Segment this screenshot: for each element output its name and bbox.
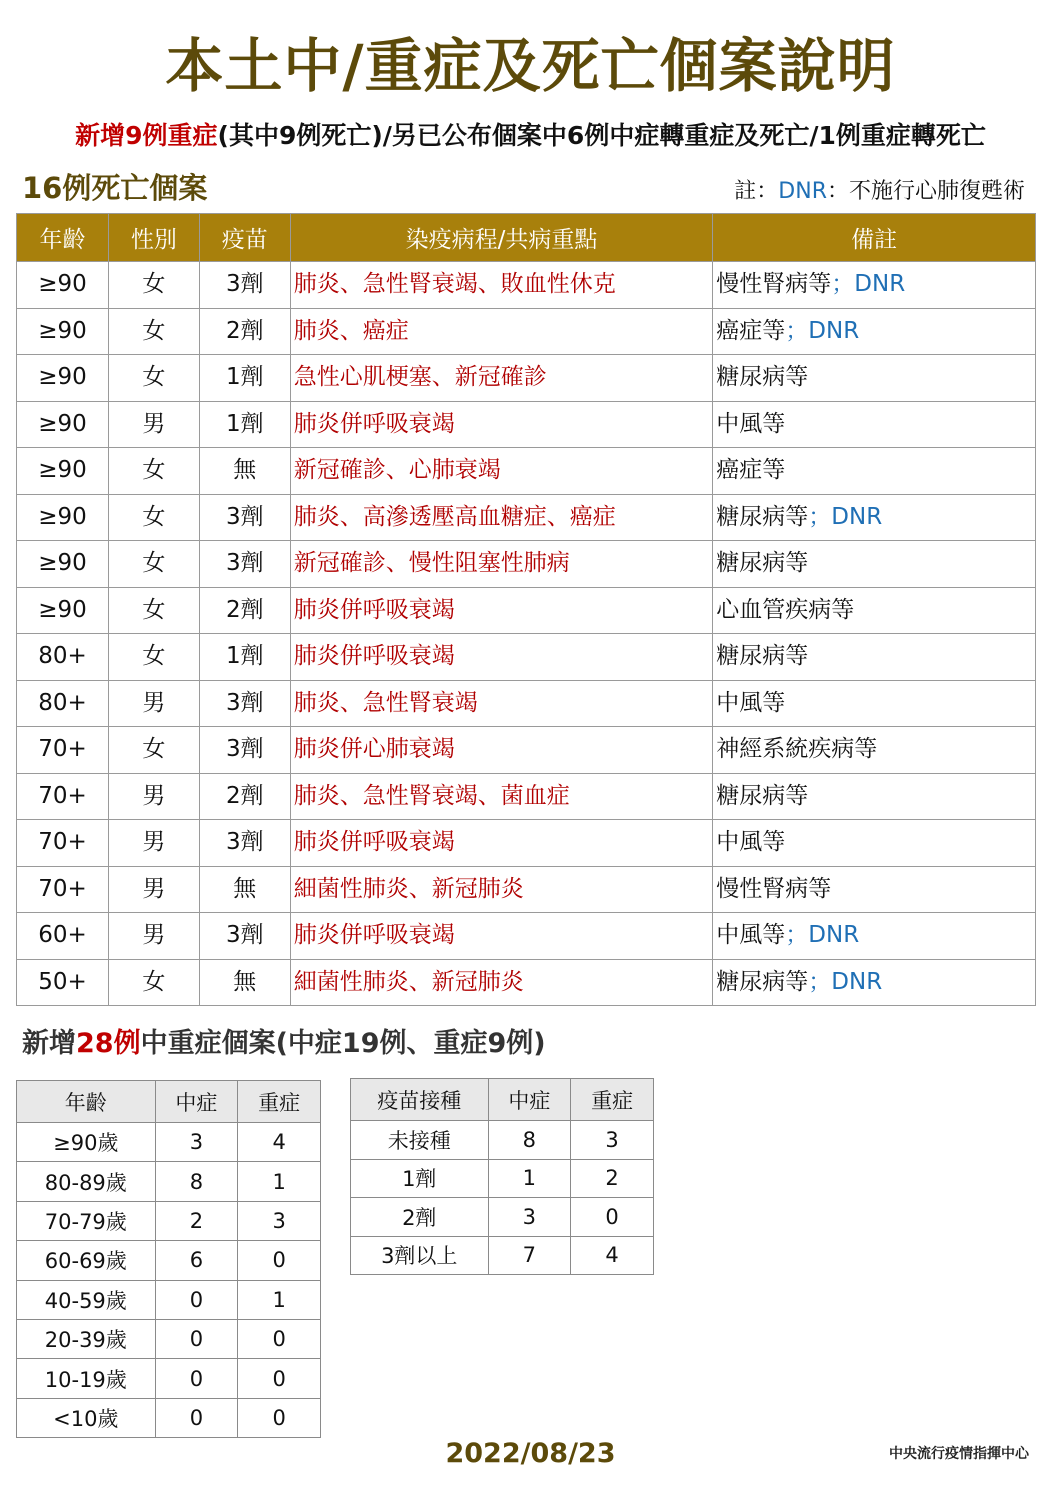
age-cell: 80+ [17, 634, 109, 681]
remark-text: 癌症等 [716, 457, 786, 484]
age-cell: ≥90 [17, 308, 109, 355]
dnr-mark: ；DNR [808, 503, 883, 530]
table-row [351, 1159, 654, 1198]
table-row [17, 959, 1036, 1006]
vaccine-cell: 3劑 [199, 680, 290, 727]
death-table-body [17, 262, 1036, 1006]
dnr-mark: ；DNR [785, 922, 860, 949]
header-age: 年齡 [17, 214, 109, 262]
table-row [17, 1280, 321, 1319]
sex-cell: 女 [108, 494, 199, 541]
vaccine-table-body [351, 1121, 654, 1275]
dnr-mark: ；DNR [785, 317, 860, 344]
death-section-title: 16例死亡個案 [22, 171, 208, 205]
course-cell: 肺炎併呼吸衰竭 [290, 587, 713, 634]
remark-cell [713, 634, 1036, 681]
course-cell: 細菌性肺炎、新冠肺炎 [290, 959, 713, 1006]
vaccine-cell: 無 [199, 959, 290, 1006]
age-cell: 70+ [17, 866, 109, 913]
vac-moderate-cell: 7 [488, 1236, 571, 1275]
vaccine-cell: 3劑 [199, 262, 290, 309]
sex-cell: 男 [108, 820, 199, 867]
remark-cell [713, 262, 1036, 309]
age-severe-cell: 1 [238, 1280, 321, 1319]
header-course: 染疫病程/共病重點 [290, 214, 713, 262]
remark-text: 神經系統疾病等 [716, 736, 878, 763]
age-table [16, 1080, 321, 1438]
table-row [17, 262, 1036, 309]
age-header-moderate: 中症 [155, 1081, 238, 1123]
table-row [17, 1241, 321, 1280]
remark-cell [713, 308, 1036, 355]
age-cell: ≥90 [17, 448, 109, 495]
vaccine-cell: 3劑 [199, 913, 290, 960]
remark-cell [713, 494, 1036, 541]
vac-severe-cell: 0 [571, 1198, 654, 1237]
remark-cell [713, 820, 1036, 867]
sex-cell: 女 [108, 448, 199, 495]
remark-cell [713, 866, 1036, 913]
vaccine-cell: 2劑 [199, 587, 290, 634]
vac-header-severe: 重症 [571, 1079, 654, 1121]
remark-text: 中風等 [716, 410, 786, 437]
remark-cell [713, 541, 1036, 588]
sex-cell: 女 [108, 308, 199, 355]
subtitle-highlight: 新增9例重症 [75, 121, 218, 150]
age-severe-cell: 0 [238, 1359, 321, 1398]
course-cell: 肺炎併呼吸衰竭 [290, 634, 713, 681]
remark-text: 糖尿病等 [716, 643, 809, 670]
vac-severe-cell: 2 [571, 1159, 654, 1198]
remark-text: 中風等 [716, 829, 786, 856]
table-row [17, 1319, 321, 1358]
vaccine-cell: 3劑 [199, 727, 290, 774]
sex-cell: 女 [108, 262, 199, 309]
vac-header-moderate: 中症 [488, 1079, 571, 1121]
remark-text: 癌症等 [716, 317, 786, 344]
table-row [17, 820, 1036, 867]
remark-text: 糖尿病等 [716, 550, 809, 577]
vaccine-cell: 3劑 [199, 541, 290, 588]
sex-cell: 女 [108, 634, 199, 681]
sex-cell: 男 [108, 866, 199, 913]
table-row [17, 494, 1036, 541]
vac-label-cell: 1劑 [351, 1159, 489, 1198]
table-row [351, 1121, 654, 1160]
age-label-cell: 70-79歲 [17, 1201, 156, 1240]
age-header-severe: 重症 [238, 1081, 321, 1123]
subtitle [0, 116, 1061, 156]
table-row [17, 913, 1036, 960]
vac-header-vaccine: 疫苗接種 [351, 1079, 489, 1121]
age-cell: 70+ [17, 727, 109, 774]
vaccine-cell: 無 [199, 866, 290, 913]
remark-text: 中風等 [716, 689, 786, 716]
sex-cell: 女 [108, 541, 199, 588]
remark-cell [713, 587, 1036, 634]
vac-severe-cell: 4 [571, 1236, 654, 1275]
age-severe-cell: 0 [238, 1241, 321, 1280]
remark-text: 中風等 [716, 922, 786, 949]
age-severe-cell: 1 [238, 1162, 321, 1201]
age-cell: ≥90 [17, 401, 109, 448]
table-row [17, 541, 1036, 588]
dnr-mark: ；DNR [808, 968, 883, 995]
course-cell: 新冠確診、慢性阻塞性肺病 [290, 541, 713, 588]
course-cell: 肺炎、高滲透壓高血糖症、癌症 [290, 494, 713, 541]
course-cell: 肺炎、急性腎衰竭 [290, 680, 713, 727]
table-row [17, 587, 1036, 634]
vaccine-cell: 2劑 [199, 773, 290, 820]
remark-text: 慢性腎病等 [716, 271, 832, 298]
remark-cell [713, 773, 1036, 820]
age-severe-cell: 0 [238, 1398, 321, 1437]
table-row [351, 1198, 654, 1237]
vaccine-table [350, 1078, 654, 1275]
table-row [351, 1236, 654, 1275]
age-cell: 80+ [17, 680, 109, 727]
table-row [17, 401, 1036, 448]
note-dnr: DNR [778, 179, 827, 204]
vaccine-cell: 無 [199, 448, 290, 495]
table-row [17, 308, 1036, 355]
remark-text: 糖尿病等 [716, 782, 809, 809]
age-label-cell: 10-19歲 [17, 1359, 156, 1398]
remark-text: 糖尿病等 [716, 364, 809, 391]
age-cell: ≥90 [17, 355, 109, 402]
age-moderate-cell: 0 [155, 1398, 238, 1437]
age-severe-cell: 0 [238, 1319, 321, 1358]
sex-cell: 男 [108, 773, 199, 820]
header-remark: 備註 [713, 214, 1036, 262]
table-row [17, 634, 1036, 681]
table-row [17, 866, 1036, 913]
vac-moderate-cell: 3 [488, 1198, 571, 1237]
age-cell: 70+ [17, 773, 109, 820]
sex-cell: 男 [108, 913, 199, 960]
dnr-mark: ；DNR [831, 271, 906, 298]
death-table [16, 213, 1036, 1006]
age-label-cell: 40-59歲 [17, 1280, 156, 1319]
age-moderate-cell: 0 [155, 1319, 238, 1358]
age-label-cell: <10歲 [17, 1398, 156, 1437]
remark-cell [713, 401, 1036, 448]
subtitle-rest: (其中9例死亡)/另已公布個案中6例中症轉重症及死亡/1例重症轉死亡 [217, 121, 986, 150]
age-moderate-cell: 6 [155, 1241, 238, 1280]
course-cell: 肺炎併心肺衰竭 [290, 727, 713, 774]
remark-text: 糖尿病等 [716, 503, 809, 530]
age-cell: ≥90 [17, 494, 109, 541]
age-header-age: 年齡 [17, 1081, 156, 1123]
severe-prefix: 新增 [22, 1028, 76, 1059]
death-table-header [17, 214, 1036, 262]
sex-cell: 男 [108, 680, 199, 727]
remark-cell [713, 959, 1036, 1006]
sex-cell: 女 [108, 355, 199, 402]
age-cell: ≥90 [17, 262, 109, 309]
page-title: 本土中/重症及死亡個案說明 [165, 32, 896, 100]
age-label-cell: 20-39歲 [17, 1319, 156, 1358]
age-moderate-cell: 0 [155, 1280, 238, 1319]
vac-moderate-cell: 1 [488, 1159, 571, 1198]
table-row [17, 1162, 321, 1201]
vac-label-cell: 3劑以上 [351, 1236, 489, 1275]
sex-cell: 男 [108, 401, 199, 448]
remark-cell [713, 680, 1036, 727]
vaccine-cell: 3劑 [199, 494, 290, 541]
remark-cell [713, 913, 1036, 960]
severe-count: 28例 [76, 1028, 141, 1059]
table-row [17, 1398, 321, 1437]
age-cell: ≥90 [17, 541, 109, 588]
vaccine-cell: 3劑 [199, 820, 290, 867]
course-cell: 急性心肌梗塞、新冠確診 [290, 355, 713, 402]
age-cell: 70+ [17, 820, 109, 867]
dnr-note [734, 174, 1025, 210]
table-row [17, 1201, 321, 1240]
organization: 中央流行疫情指揮中心 [889, 1446, 1029, 1462]
course-cell: 肺炎、癌症 [290, 308, 713, 355]
course-cell: 肺炎、急性腎衰竭、菌血症 [290, 773, 713, 820]
age-moderate-cell: 0 [155, 1359, 238, 1398]
course-cell: 細菌性肺炎、新冠肺炎 [290, 866, 713, 913]
age-cell: 60+ [17, 913, 109, 960]
age-moderate-cell: 3 [155, 1123, 238, 1162]
remark-text: 慢性腎病等 [716, 875, 832, 902]
sex-cell: 女 [108, 959, 199, 1006]
table-row [17, 773, 1036, 820]
vac-moderate-cell: 8 [488, 1121, 571, 1160]
course-cell: 肺炎併呼吸衰竭 [290, 820, 713, 867]
course-cell: 肺炎、急性腎衰竭、敗血性休克 [290, 262, 713, 309]
age-label-cell: 60-69歲 [17, 1241, 156, 1280]
table-row [17, 680, 1036, 727]
age-label-cell: 80-89歲 [17, 1162, 156, 1201]
age-table-body [17, 1123, 321, 1438]
age-cell: ≥90 [17, 587, 109, 634]
course-cell: 肺炎併呼吸衰竭 [290, 913, 713, 960]
table-row [17, 1359, 321, 1398]
note-suffix: ：不施行心肺復甦術 [826, 179, 1025, 204]
severe-section-title [22, 1024, 546, 1064]
note-prefix: 註： [734, 179, 779, 204]
remark-text: 心血管疾病等 [716, 596, 855, 623]
remark-cell [713, 727, 1036, 774]
sex-cell: 女 [108, 727, 199, 774]
vaccine-cell: 1劑 [199, 401, 290, 448]
age-severe-cell: 3 [238, 1201, 321, 1240]
vaccine-cell: 2劑 [199, 308, 290, 355]
remark-cell [713, 355, 1036, 402]
table-row [17, 1123, 321, 1162]
course-cell: 新冠確診、心肺衰竭 [290, 448, 713, 495]
header-sex: 性別 [108, 214, 199, 262]
age-moderate-cell: 2 [155, 1201, 238, 1240]
age-severe-cell: 4 [238, 1123, 321, 1162]
course-cell: 肺炎併呼吸衰竭 [290, 401, 713, 448]
sex-cell: 女 [108, 587, 199, 634]
table-row [17, 448, 1036, 495]
age-label-cell: ≥90歲 [17, 1123, 156, 1162]
vac-label-cell: 2劑 [351, 1198, 489, 1237]
vaccine-cell: 1劑 [199, 634, 290, 681]
vac-severe-cell: 3 [571, 1121, 654, 1160]
remark-text: 糖尿病等 [716, 968, 809, 995]
header-vaccine: 疫苗 [199, 214, 290, 262]
age-moderate-cell: 8 [155, 1162, 238, 1201]
remark-cell [713, 448, 1036, 495]
table-row [17, 355, 1036, 402]
vac-label-cell: 未接種 [351, 1121, 489, 1160]
age-cell: 50+ [17, 959, 109, 1006]
report-date: 2022/08/23 [445, 1438, 616, 1469]
severe-suffix: 中重症個案(中症19例、重症9例) [140, 1028, 546, 1059]
vaccine-cell: 1劑 [199, 355, 290, 402]
table-row [17, 727, 1036, 774]
